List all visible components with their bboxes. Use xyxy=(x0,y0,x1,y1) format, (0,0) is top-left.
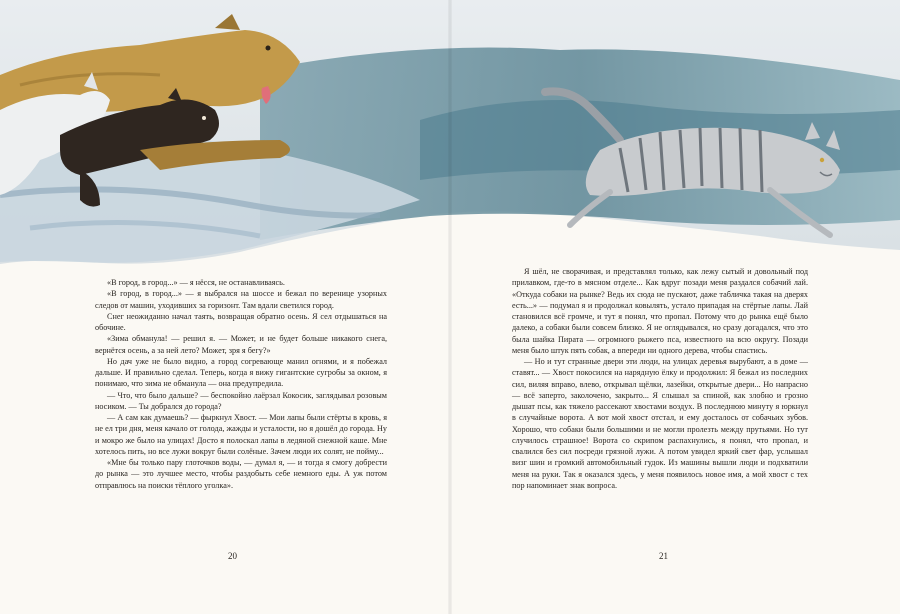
page-number-right: 21 xyxy=(659,551,668,561)
left-paragraph-4: «Зима обманула! — решил я. — Может, и не будет больше никакого снега, вернётся осень, а за ней лето? Может, зря я бегу?» xyxy=(95,334,387,355)
left-paragraph-5: Но дач уже не было видно, а город согревающе манил огнями, и я побежал дальше. И правильно сделал. Теперь, когда я вижу гигантские сугробы за окном, я понимаю, что зима не обманула — она предупредила. xyxy=(95,356,387,389)
book-gutter xyxy=(448,0,452,614)
left-paragraph-2: «В город, в город...» — я выбрался на шоссе и бежал по веренице узорных следов от машин, уходивших за горизонт. Там вдали светился город. xyxy=(95,289,387,310)
left-paragraph-6: — Что, что было дальше? — беспокойно лаёрзал Кокосик, заглядывал розовым носиком. — Ты добрался до города? xyxy=(95,390,387,411)
left-page-text xyxy=(95,277,387,491)
left-paragraph-8: «Мне бы только пару глоточков воды, — думал я, — и тогда я смогу добрести до рынка — это лучшее место, чтобы раздобыть себе немного еды. А уж потом отправлюсь на поиски тёплого уголка». xyxy=(95,458,387,490)
right-page-text xyxy=(512,266,808,491)
left-paragraph-7: — А сам как думаешь? — фыркнул Хвост. — Мои лапы были стёрты в кровь, я не ел три дня, меня качало от голода, жажды и усталости, но я дошёл до города. Ну и мокро же было на улицах! Досто я полоскал лапы в ледяной снежной каше. Мне хотелось пить, но все лужи вокруг были солёные. Зачем люди их солят, не пойму... xyxy=(95,413,387,456)
left-paragraph-1: «В город, в город...» — я нёсся, не останавливаясь. xyxy=(107,278,285,287)
left-paragraph-3: Снег неожиданно начал таять, возвращая обратно осень. Я сел отдышаться на обочине. xyxy=(95,311,387,332)
page-number-left: 20 xyxy=(228,551,237,561)
right-paragraph-2: — Но и тут странные двери эти люди, на улицах деревья вырубают, а в доме — ставят... — Хвост покосился на нарядную ёлку и продолжил: Я бежал из последних сил, виляя вправо, влево, открывал щёлки, лазейки, открытые двери... Но напрасно — всё заперто, заколочено, закрыто... Я слышал за спиной, как злобно и грозно дышат псы, как тяжело рассекают хвостами воздух. В последнюю минуту я юркнул в случайные ворота. А вот мой хвост отстал, и ему досталось от собачьих зубов. Хорошо, что собаки были большими и не могли пролезть между прутьями. Но тут случилось страшное! Ворота со скрипом распахнулись, я понял, что пропал, и свалился без сил посреди грязной лужи. А потом увидел яркий свет фар, услышал визг шин и громкий автомобильный гудок. Из машины вышли люди и подхватили меня на руки. Так я оказался здесь, у меня появилось новое имя, а мой хвост с тех пор напоминает знак вопроса. xyxy=(512,357,808,490)
right-paragraph-1: Я шёл, не сворачивая, и представлял только, как лежу сытый и довольный под прилавком, где-то в мясном отделе... Как вдруг позади меня раздался собачий лай. «Откуда собаки на рынке? Ведь их сюда не пускают, даже табличка такая на дверях есть...» — подумал я и продолжал ковылять, устало припадая на стёртые лапы. Лай становился всё громче, и тут я понял, что пропал. Потому что до рынка ещё было далеко, а собаки были совсем близко. Я не оглядывался, но сразу догадался, что это была шайка Пирата — огромного рыжего пса, известного на всю округу. Позади меня было штук пять собак, а впереди ни одного дерева, чтобы спастись. xyxy=(512,267,808,355)
